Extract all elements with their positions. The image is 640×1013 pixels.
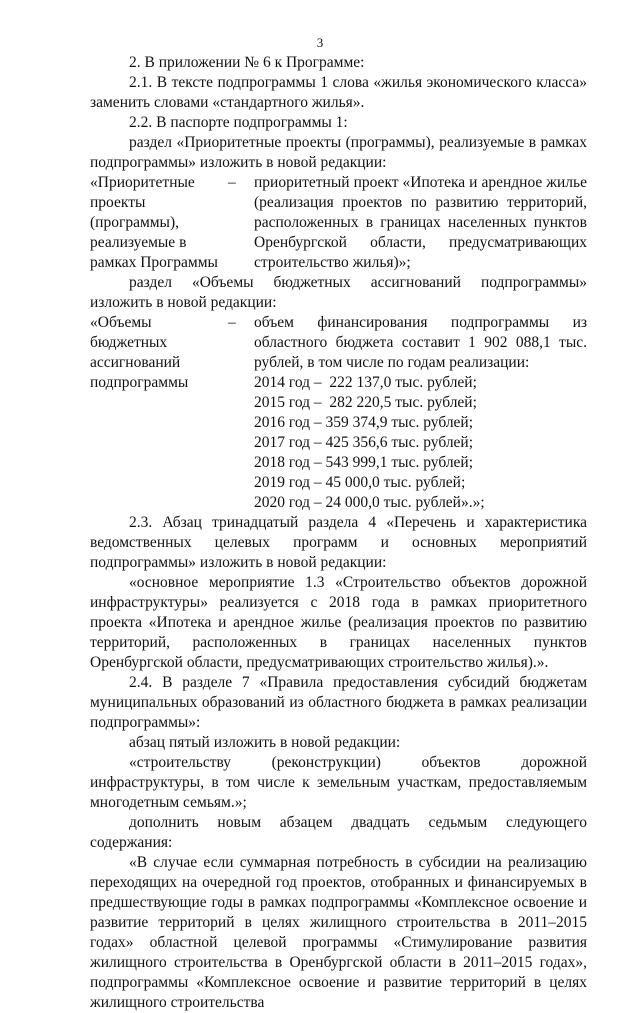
paragraph-subsidy-case: «В случае если суммарная потребность в субсидии на реализацию переходящих на очередной год проектов, отобранных и финансируемых в предшествующие годы в рамках подпрограммы «Комплексное освоение и развитие территорий в целях жилищного строительства в 2011–2015 годах» областной целевой программы «Стимулирование развития жилищного строительства в Оренбургской области в 2011–2015 годах», подпрограммы «Комплексное освоение и развитие территорий в целях жилищного строительства bbox=[90, 854, 587, 1011]
table1-dash: – bbox=[228, 174, 236, 191]
paragraph-main-activity-1-3: «основное мероприятие 1.3 «Строительство объектов дорожной инфраструктуры» реализуется с 2018 года в рамках приоритетного проекта «Ипотека и арендное жилье (реализация проектов по развитию территорий, расположенных в границах населенных пунктов Оренбургской области, предусматривающих строительство жилья).». bbox=[90, 574, 587, 671]
paragraph-2-3: 2.3. Абзац тринадцатый раздела 4 «Перечень и характеристика ведомственных целевых программ и основных мероприятий подпрограммы» изложить в новой редакции: bbox=[90, 514, 587, 571]
document-body bbox=[90, 53, 587, 1013]
budget-year-2014: 2014 год – 222 137,0 тыс. рублей; bbox=[254, 374, 477, 391]
budget-total: объем финансирования подпрограммы из областного бюджета составит 1 902 088,1 тыс. рублей, в том числе по годам реализации: bbox=[254, 314, 587, 371]
budget-year-2017: 2017 год – 425 356,6 тыс. рублей; bbox=[254, 434, 474, 451]
table2-right-cell bbox=[254, 313, 587, 513]
paragraph-appendix-6: 2. В приложении № 6 к Программе: bbox=[129, 54, 365, 71]
budget-year-2016: 2016 год – 359 374,9 тыс. рублей; bbox=[254, 414, 474, 431]
table1-left-cell bbox=[90, 173, 228, 273]
paragraph-2-4: 2.4. В разделе 7 «Правила предоставления субсидий бюджетам муниципальных образований из областного бюджета в рамках реализации подпрограммы»: bbox=[90, 674, 587, 731]
table1-left-line: «Приоритетные bbox=[90, 174, 195, 191]
table2-left-cell bbox=[90, 313, 228, 513]
passport-table-priority-projects bbox=[90, 173, 587, 273]
page-number: 3 bbox=[316, 35, 324, 50]
table2-left-line: «Объемы bbox=[90, 314, 152, 331]
paragraph-road-infrastructure: «строительству (реконструкции) объектов дорожной инфраструктуры, в том числе к земельным участкам, предоставляемым многодетным семьям.»; bbox=[90, 754, 587, 811]
budget-year-2020: 2020 год – 24 000,0 тыс. рублей».»; bbox=[254, 494, 485, 511]
paragraph-fifth-paragraph: абзац пятый изложить в новой редакции: bbox=[129, 734, 401, 751]
table2-left-line: подпрограммы bbox=[90, 374, 189, 391]
table1-left-line: реализуемые в bbox=[90, 234, 187, 251]
table2-dash: – bbox=[228, 314, 236, 331]
budget-year-2015: 2015 год – 282 220,5 тыс. рублей; bbox=[254, 394, 477, 411]
paragraph-priority-projects-section: раздел «Приоритетные проекты (программы), реализуемые в рамках подпрограммы» изложить в новой редакции: bbox=[90, 134, 587, 171]
paragraph-budget-section: раздел «Объемы бюджетных ассигнований подпрограммы» изложить в новой редакции: bbox=[90, 274, 587, 311]
passport-table-budget bbox=[90, 313, 587, 513]
paragraph-2-2: 2.2. В паспорте подпрограммы 1: bbox=[129, 114, 348, 131]
table1-left-line: проекты bbox=[90, 194, 146, 211]
paragraph-add-27th: дополнить новым абзацем двадцать седьмым следующего содержания: bbox=[90, 814, 587, 851]
budget-year-2018: 2018 год – 543 999,1 тыс. рублей; bbox=[254, 454, 474, 471]
table2-left-line: ассигнований bbox=[90, 354, 181, 371]
table1-left-line: (программы), bbox=[90, 214, 180, 231]
table1-right-cell: приоритетный проект «Ипотека и арендное жилье (реализация проектов по развитию территорий, расположенных в границах населенных пунктов Оренбургской области, предусматривающих строительство жилья)»; bbox=[254, 174, 587, 271]
budget-year-2019: 2019 год – 45 000,0 тыс. рублей; bbox=[254, 474, 466, 491]
paragraph-2-1: 2.1. В тексте подпрограммы 1 слова «жилья экономического класса» заменить словами «стандартного жилья». bbox=[90, 74, 587, 111]
table2-left-line: бюджетных bbox=[90, 334, 168, 351]
table1-left-line: рамках Программы bbox=[90, 254, 218, 271]
